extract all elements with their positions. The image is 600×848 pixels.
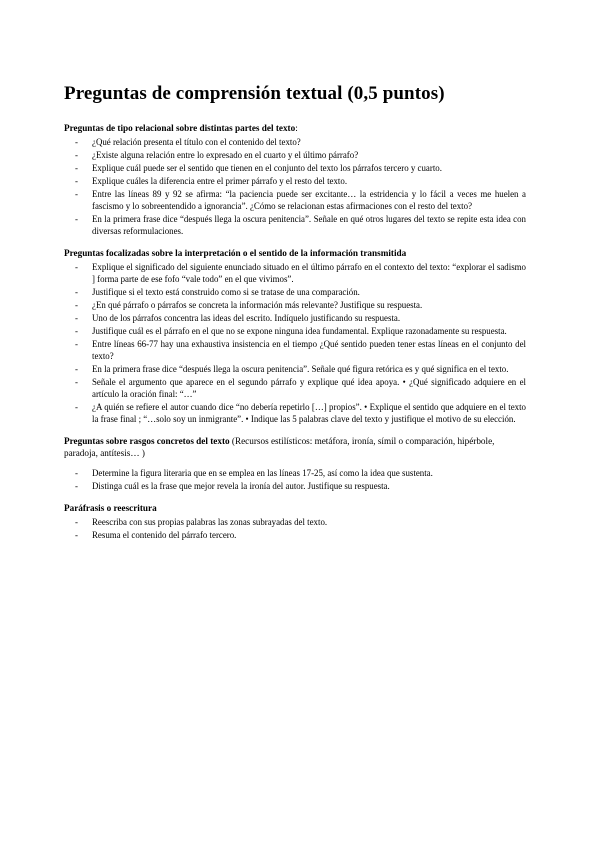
page-title: Preguntas de comprensión textual (0,5 puntos)	[64, 83, 445, 104]
section-heading: Paráfrasis o reescritura	[64, 503, 157, 513]
list-item: - Explique cuáles la diferencia entre el primer párrafo y el resto del texto.	[75, 176, 348, 186]
section-heading: Preguntas focalizadas sobre la interpretación o el sentido de la información transmitida	[64, 248, 407, 258]
list-item: - Resuma el contenido del párrafo tercero.	[75, 530, 237, 540]
section-heading: Preguntas sobre rasgos concretos del texto (Recursos estilísticos: metáfora, ironía, símil o comparación, hipérbole, paradoja, antítesis… )	[64, 436, 495, 458]
question-list	[64, 261, 526, 425]
section-paraphrase	[64, 502, 526, 541]
list-item: - Entre líneas 66-77 hay una exhaustiva insistencia en el tiempo ¿Qué sentido pueden tener estas líneas en el conjunto del texto?	[75, 339, 526, 361]
list-item: - Explique cuál puede ser el sentido que tienen en el conjunto del texto los párrafos tercero y cuarto.	[75, 163, 442, 173]
list-item: - ¿A quién se refiere el autor cuando dice “no debería repetirlo […] propios”. • Explique el sentido que adquiere en el texto la frase final ; “…solo soy un inmigrante”. • Indique las 5 palabras clave del texto y justifique el motivo de su elección.	[75, 402, 526, 424]
list-item: - Justifique si el texto está construido como si se tratase de una comparación.	[75, 287, 360, 297]
list-item: - Justifique cuál es el párrafo en el que no se expone ninguna idea fundamental. Explique razonadamente su respuesta.	[75, 326, 507, 336]
list-item: - Reescriba con sus propias palabras las zonas subrayadas del texto.	[75, 517, 328, 527]
question-list	[64, 516, 526, 541]
list-item: - Distinga cuál es la frase que mejor revela la ironía del autor. Justifique su respuesta.	[75, 481, 390, 491]
document-content	[64, 82, 526, 551]
list-item: - ¿Qué relación presenta el título con el contenido del texto?	[75, 137, 301, 147]
list-item: - Explique el significado del siguiente enunciado situado en el último párrafo en el contexto del texto: “explorar el sadismo ] forma parte de ese fofo “vale todo” en el que vivimos”.	[75, 262, 526, 284]
list-item: - ¿En qué párrafo o párrafos se concreta la información más relevante? Justifique su respuesta.	[75, 300, 423, 310]
list-item: - Entre las líneas 89 y 92 se afirma: “la paciencia puede ser excitante… la estridencia y lo fácil a veces me huelen a fascismo y lo sobreentendido a ignorancia”. ¿Cómo se relacionan estas afirmaciones con el resto del texto?	[75, 189, 526, 211]
list-item: - ¿Existe alguna relación entre lo expresado en el cuarto y el último párrafo?	[75, 150, 359, 160]
question-list	[64, 467, 526, 492]
question-list	[64, 136, 526, 237]
list-item: - En la primera frase dice “después llega la oscura penitencia”. Señale qué figura retórica es y qué significa en el texto.	[75, 364, 509, 374]
section-relational	[64, 122, 526, 237]
section-heading: Preguntas de tipo relacional sobre distintas partes del texto:	[64, 123, 298, 133]
list-item: - Determine la figura literaria que en se emplea en las líneas 17-25, así como la idea que sustenta.	[75, 468, 433, 478]
section-interpretation	[64, 247, 526, 425]
list-item: - Señale el argumento que aparece en el segundo párrafo y explique qué idea apoya. • ¿Qué significado adquiere en el artículo la oración final: “…”	[75, 377, 526, 399]
section-stylistic	[64, 435, 526, 492]
list-item: - En la primera frase dice “después llega la oscura penitencia”. Señale en qué otros lugares del texto se repite esta idea con diversas reformulaciones.	[75, 214, 526, 236]
list-item: - Uno de los párrafos concentra las ideas del escrito. Indíquelo justificando su respuesta.	[75, 313, 401, 323]
